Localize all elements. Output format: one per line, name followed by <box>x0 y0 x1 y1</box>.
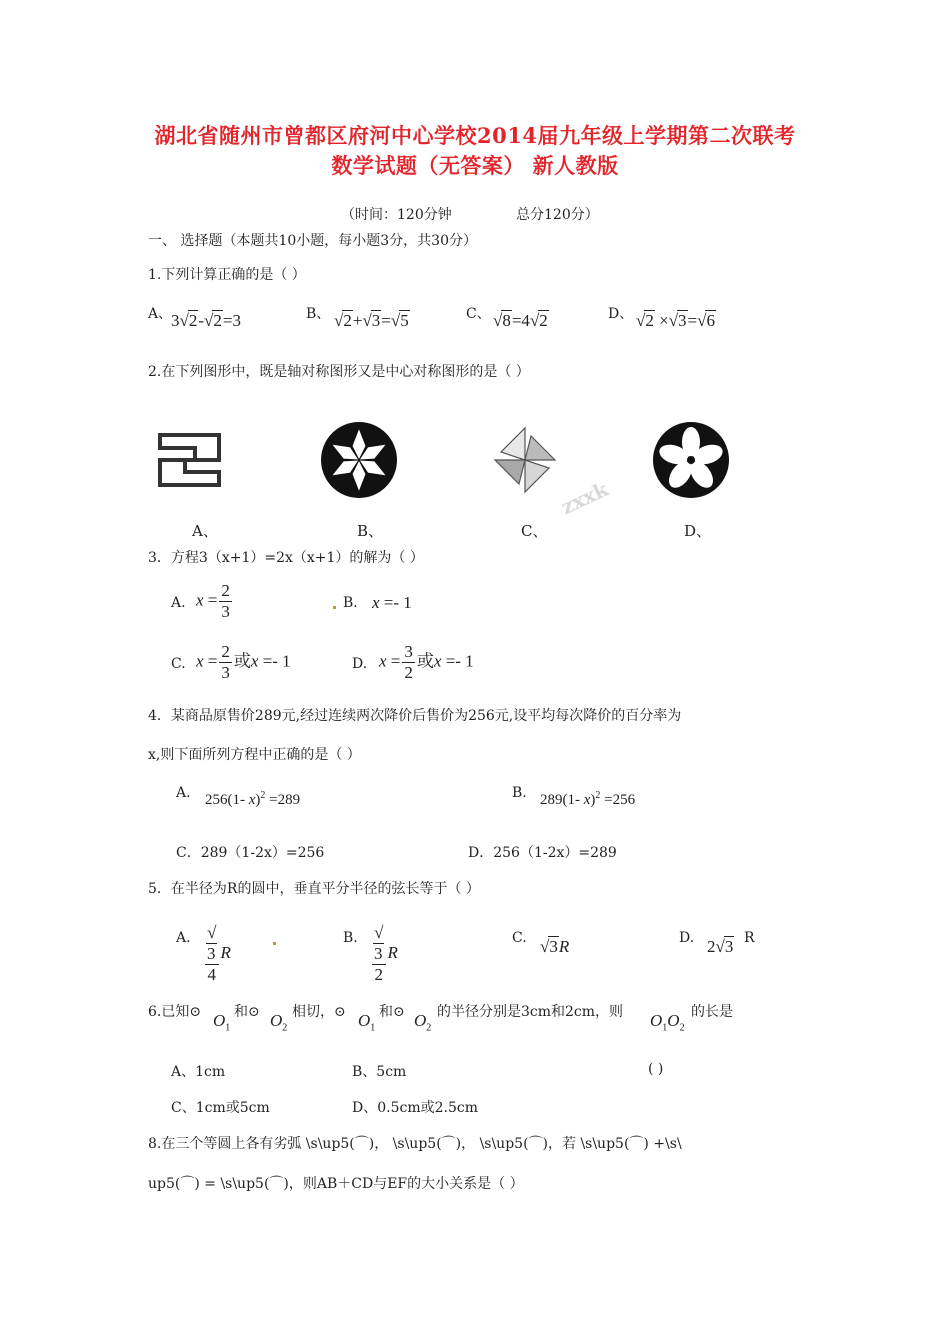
q6-stem-b: 和⊙ <box>234 1004 260 1020</box>
q1-stem: 1.下列计算正确的是（ ） <box>148 267 306 283</box>
q3-option-d: x = $\frac{3}{2}$ 或x =- 1 <box>379 642 474 682</box>
q5-option-a: √ 3 4 R <box>207 923 231 984</box>
q4-label-a: A. <box>176 785 191 801</box>
q6-stem-e: 的半径分别是3cm和2cm，则 <box>437 1004 624 1020</box>
q6-o1-again: $O_1$ <box>358 1011 376 1034</box>
q1-label-b: B、 <box>306 306 331 322</box>
q6-stem-c: 相切，⊙ <box>292 1004 346 1020</box>
q5-label-b: B. <box>343 930 358 946</box>
q6-o2: $O_2$ <box>270 1011 288 1034</box>
q6-answer-bracket: ( ) <box>648 1061 664 1077</box>
q6-option-c: C、1cm或5cm <box>171 1100 270 1116</box>
q2-label-c: C、 <box>521 522 548 540</box>
q3-or-word-2: 或 <box>416 651 434 671</box>
time-info: （时间：120分钟 <box>341 207 452 223</box>
q8-line1: 8.在三个等圆上各有劣弧 \s\up5(⌒)， \s\up5(⌒)， \s\up5(⌒)，若 \s\up5(⌒) +\s\ <box>148 1136 682 1152</box>
q2-label-b: B、 <box>357 522 384 540</box>
q4-stem-line1: 4．某商品原售价289元,经过连续两次降价后售价为256元,设平均每次降价的百分率为 <box>148 708 682 724</box>
q1-label-a: A、 <box>148 306 173 322</box>
q4-option-c: C．289（1-2x）=256 <box>176 845 325 861</box>
q4-option-a: 256(1- x)$^2$ =289 <box>205 790 301 808</box>
q3-label-a: A. <box>171 595 186 611</box>
doc-title-line2: 数学试题（无答案） 新人教版 <box>331 153 619 178</box>
q5-option-d-unit: R <box>744 930 755 946</box>
q1-option-d: √2 ×√3=√6 <box>636 311 715 330</box>
watermark: zxxk <box>557 476 612 520</box>
q4-stem-line2: x,则下面所列方程中正确的是（ ） <box>148 747 361 763</box>
q6-option-d: D、0.5cm或2.5cm <box>352 1100 478 1116</box>
q5-stem: 5．在半径为R的圆中，垂直平分半径的弦长等于（ ） <box>148 881 480 897</box>
stray-dot-2 <box>273 942 276 945</box>
q1-option-a: 3√2-√2=3 <box>171 311 241 330</box>
q5-label-a: A. <box>176 930 191 946</box>
q3-option-b: x =- 1 <box>372 593 412 612</box>
q5-option-b: √ 3 2 R <box>374 923 398 984</box>
q1-label-c: C、 <box>466 306 491 322</box>
q5-option-c: √3R <box>540 937 570 956</box>
q6-option-b: B、5cm <box>352 1064 407 1080</box>
q2-label-d: D、 <box>684 522 712 540</box>
q6-o1o2: $O_1O_2$ <box>650 1011 685 1034</box>
q5-label-c: C. <box>512 930 527 946</box>
q4-option-d: D．256（1-2x）=289 <box>468 845 617 861</box>
q5-label-d: D. <box>679 930 695 946</box>
q6-option-a: A、1cm <box>171 1064 226 1080</box>
q2-label-a: A、 <box>192 522 218 540</box>
q8-line2: up5(⌒) = \s\up5(⌒)，则AB＋CD与EF的大小关系是（ ） <box>148 1176 524 1192</box>
q2-stem: 2.在下列图形中，既是轴对称图形又是中心对称图形的是（ ） <box>148 364 530 380</box>
q3-option-c: x = $\frac{2}{3}$ 或x =- 1 <box>196 642 291 682</box>
doc-title-line1: 湖北省随州市曾都区府河中心学校2014届九年级上学期第二次联考 <box>154 123 796 148</box>
q2-figure-a <box>155 430 225 490</box>
q1-label-d: D、 <box>608 306 634 322</box>
q1-option-c: √8=4√2 <box>493 311 548 330</box>
q4-label-b: B. <box>512 785 527 801</box>
q1-option-b: √2+√3=√5 <box>334 311 409 330</box>
q3-stem: 3．方程3（x+1）=2x（x+1）的解为（ ） <box>148 550 424 566</box>
q6-o1: $O_1$ <box>213 1011 231 1034</box>
q2-figure-c <box>489 422 561 498</box>
q6-stem-a: 6.已知⊙ <box>148 1004 202 1020</box>
q3-label-d: D. <box>352 656 368 672</box>
q3-label-c: C. <box>171 656 186 672</box>
q4-option-b: 289(1- x)$^2$ =256 <box>540 790 636 808</box>
q6-stem-f: 的长是 <box>691 1004 733 1020</box>
stray-dot <box>333 606 336 609</box>
q3-or-word: 或 <box>233 651 251 671</box>
q5-option-d: 2√3 <box>707 937 734 956</box>
q2-figure-d <box>651 420 731 500</box>
q6-o2-again: $O_2$ <box>414 1011 432 1034</box>
q3-label-b: B. <box>343 595 358 611</box>
q3-option-a: x = $\frac{2}{3}$ <box>196 581 230 621</box>
total-score: 总分120分） <box>516 207 599 223</box>
q6-stem-d: 和⊙ <box>379 1004 405 1020</box>
section-heading: 一、 选择题（本题共10小题，每小题3分，共30分） <box>148 233 477 249</box>
q2-figure-b <box>319 420 399 500</box>
